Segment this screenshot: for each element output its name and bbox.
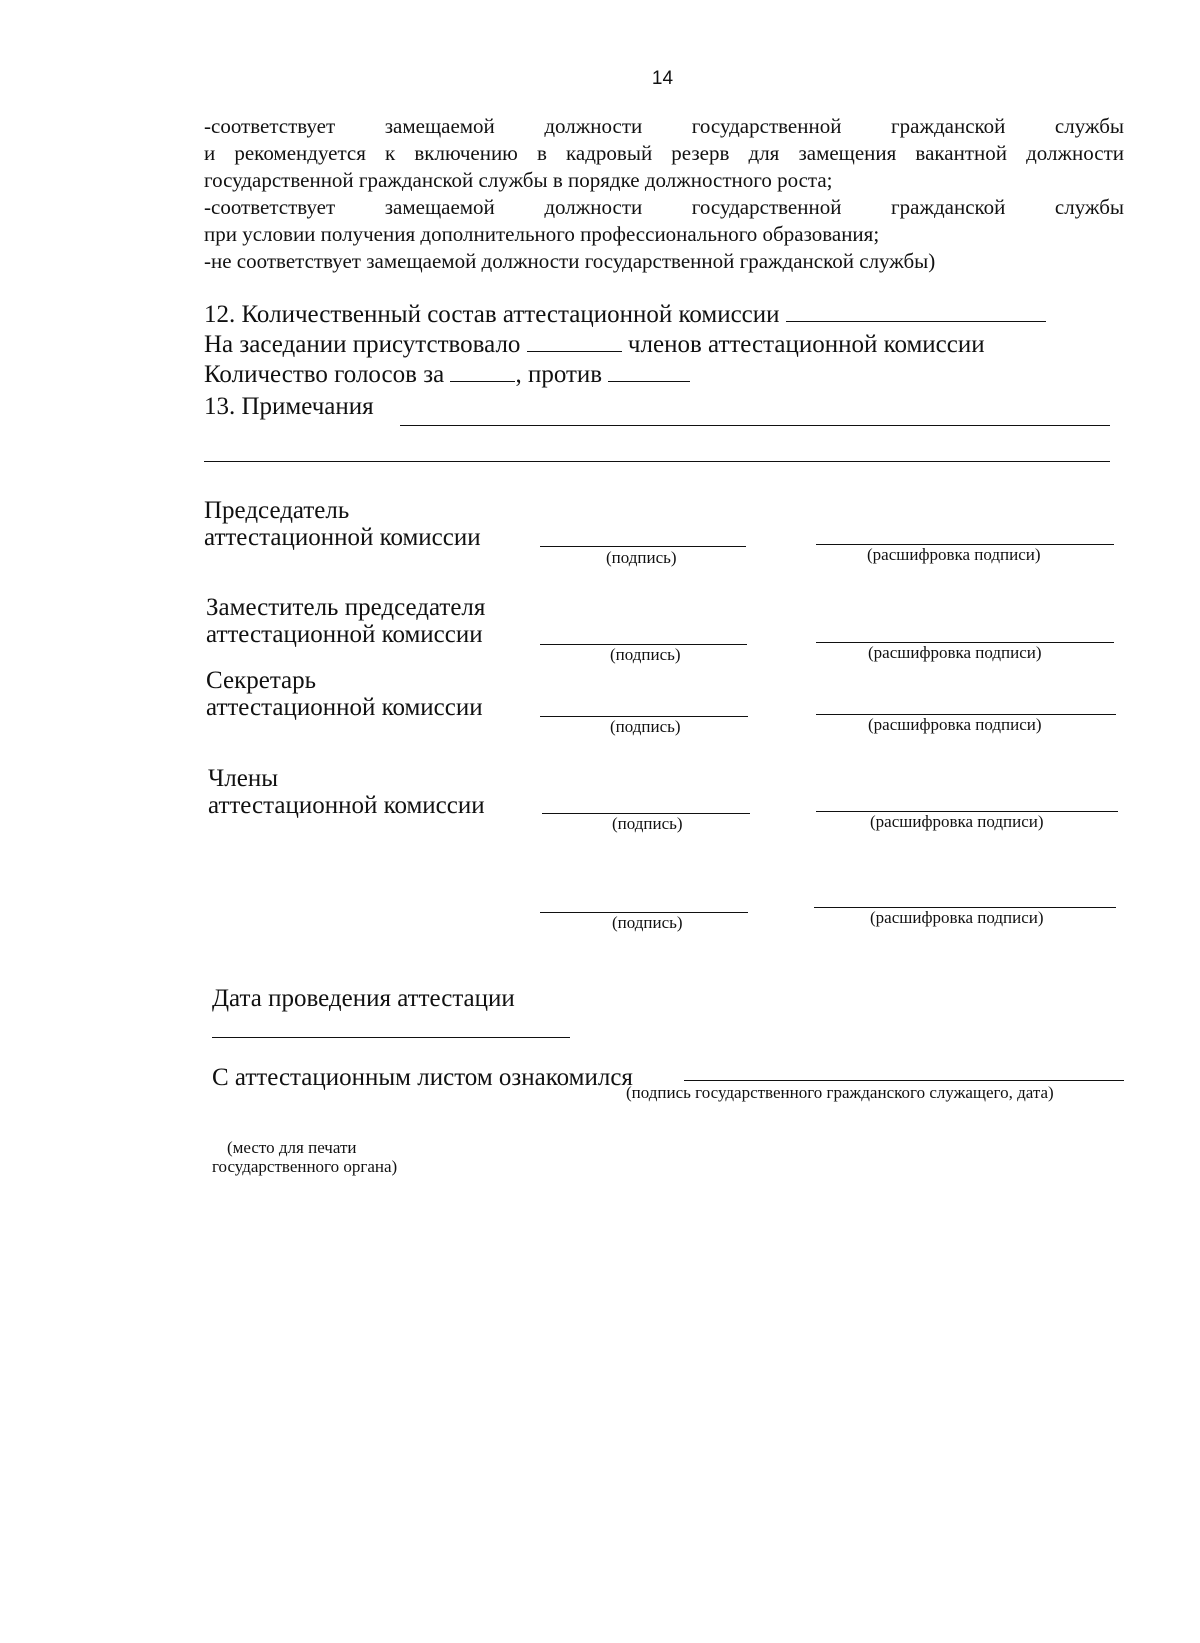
acquainted-label: С аттестационным листом ознакомился — [212, 1064, 633, 1091]
chairman-signature-line[interactable] — [540, 546, 746, 547]
members-label-line-2: аттестационной комиссии — [208, 792, 485, 819]
member-1-signature-caption: (подпись) — [612, 814, 683, 833]
stamp-place-line-1: (место для печати — [227, 1138, 357, 1157]
commission-size-field[interactable] — [786, 320, 1046, 322]
page-number: 14 — [651, 68, 674, 89]
chairman-label — [204, 497, 481, 551]
votes-row — [204, 360, 690, 390]
chairman-signature-caption: (подпись) — [606, 548, 677, 567]
stamp-place-note — [212, 1138, 397, 1176]
acquainted-signature-field[interactable] — [684, 1080, 1124, 1081]
option-1-line-1: -соответствует замещаемой должности государственной гражданской службы — [204, 114, 1124, 138]
present-row — [204, 330, 985, 360]
members-label — [208, 765, 485, 819]
notes-field-line-2[interactable] — [204, 461, 1110, 462]
stamp-place-line-2: государственного органа) — [212, 1157, 398, 1176]
item-13-label: 13. Примечания — [204, 393, 374, 420]
option-2-line-1: -соответствует замещаемой должности государственной гражданской службы — [204, 195, 1124, 219]
deputy-chairman-signature-caption: (подпись) — [610, 645, 681, 664]
secretary-label-line-2: аттестационной комиссии — [206, 694, 483, 721]
item-12-row — [204, 300, 1046, 330]
item-12-label: 12. Количественный состав аттестационной комиссии — [204, 301, 780, 328]
deputy-chairman-label-line-2: аттестационной комиссии — [206, 621, 483, 648]
member-2-signature-caption: (подпись) — [612, 913, 683, 932]
present-prefix: На заседании присутствовало — [204, 331, 521, 358]
option-1-rest: и рекомендуется к включению в кадровый резерв для замещения вакантной должности государственной гражданской службы в порядке должностного роста; — [204, 141, 1124, 192]
member-2-decode-caption: (расшифровка подписи) — [870, 908, 1044, 927]
secretary-label — [206, 667, 483, 721]
chairman-label-line-2: аттестационной комиссии — [204, 524, 481, 551]
votes-against-field[interactable] — [608, 380, 690, 382]
option-2-rest: при условии получения дополнительного профессионального образования; — [204, 222, 880, 246]
item-13-row — [204, 392, 374, 422]
votes-against-label: , против — [515, 361, 603, 388]
secretary-signature-caption: (подпись) — [610, 717, 681, 736]
assessment-options — [204, 113, 1124, 275]
present-count-field[interactable] — [527, 350, 622, 352]
chairman-label-line-1: Председатель — [204, 497, 350, 524]
notes-field-line-1[interactable] — [400, 425, 1110, 426]
members-label-line-1: Члены — [208, 765, 278, 792]
deputy-chairman-label — [206, 594, 485, 648]
attestation-date-label: Дата проведения аттестации — [212, 985, 515, 1012]
secretary-label-line-1: Секретарь — [206, 667, 317, 694]
acquainted-caption: (подпись государственного гражданского служащего, дата) — [626, 1083, 1054, 1102]
deputy-chairman-decode-caption: (расшифровка подписи) — [868, 643, 1042, 662]
votes-for-field[interactable] — [450, 380, 515, 382]
present-suffix: членов аттестационной комиссии — [627, 331, 985, 358]
member-1-decode-caption: (расшифровка подписи) — [870, 812, 1044, 831]
chairman-decode-caption: (расшифровка подписи) — [867, 545, 1041, 564]
option-3-line-1: -не соответствует замещаемой должности государственной гражданской службы) — [204, 249, 936, 273]
secretary-decode-caption: (расшифровка подписи) — [868, 715, 1042, 734]
attestation-date-field[interactable] — [212, 1037, 570, 1038]
votes-prefix: Количество голосов за — [204, 361, 445, 388]
deputy-chairman-label-line-1: Заместитель председателя — [206, 594, 486, 621]
